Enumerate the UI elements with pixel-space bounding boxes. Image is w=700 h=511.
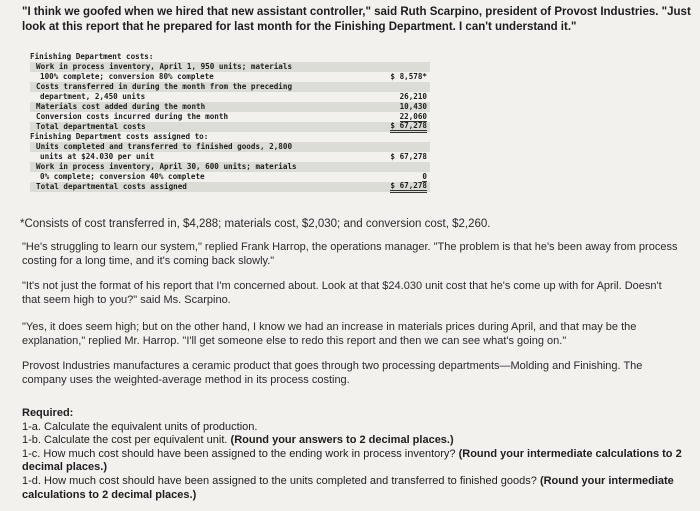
required-item <box>22 448 692 475</box>
report-row <box>30 182 430 192</box>
report-row <box>30 102 430 112</box>
required-item <box>22 421 692 435</box>
report-row-label: Units completed and transferred to finished goods, 2,800 <box>36 142 293 151</box>
report-row-label: Conversion costs incurred during the month <box>36 112 229 121</box>
report-row-amount: $ 8,578* <box>390 72 427 81</box>
required-item-note: (Round your intermediate calculations to 2 decimal places.) <box>22 447 682 474</box>
report-row <box>30 142 430 152</box>
report-row <box>30 82 430 92</box>
report-row-label: Work in process inventory, April 30, 600 units; materials <box>36 162 297 171</box>
report-row <box>30 112 430 122</box>
report-row-label: Total departmental costs <box>36 122 146 131</box>
paragraph-harrop: "He's struggling to learn our system," replied Frank Harrop, the operations manager. "The problem is that he's been away from process costing for a long time, and it's coming back slowly." <box>22 241 678 267</box>
required-item-text: 1-d. How much cost should have been assigned to the units completed and transferred to finished goods? <box>22 474 537 487</box>
report-row-label: Materials cost added during the month <box>36 102 206 111</box>
report-row-label: Costs transferred in during the month from the preceding <box>36 82 293 91</box>
report-row-amount: $ 67,278 <box>390 152 427 161</box>
report-row-amount: 0 <box>422 172 427 181</box>
report-row <box>30 62 430 72</box>
report-header-row <box>30 52 430 62</box>
paragraph-company-info: Provost Industries manufactures a ceramic product that goes through two processing departments—Molding and Finishing. The company uses the weighted-average method in its process costing. <box>22 360 643 386</box>
required-title: Required: <box>22 407 74 419</box>
report-row-label: Total departmental costs assigned <box>36 182 187 191</box>
report-row <box>30 132 430 142</box>
report-row-amount: 26,210 <box>399 92 427 101</box>
required-item-text: 1-a. Calculate the equivalent units of production. <box>22 420 258 433</box>
required-item-note: (Round your answers to 2 decimal places.) <box>230 434 454 447</box>
report-footnote: *Consists of cost transferred in, $4,288; materials cost, $2,030; and conversion cost, $2,260. <box>20 218 491 230</box>
required-item-note: (Round your intermediate calculations to 2 decimal places.) <box>22 474 674 501</box>
report-row <box>30 152 430 162</box>
report-row-label: units at $24.030 per unit <box>40 152 155 161</box>
cost-report <box>30 52 430 192</box>
report-row <box>30 72 430 82</box>
required-item <box>22 475 692 502</box>
report-row-amount: 22,060 <box>399 112 427 121</box>
report-row-label: Finishing Department costs assigned to: <box>30 132 209 141</box>
required-item-text: 1-b. Calculate the cost per equivalent unit. <box>22 434 228 447</box>
report-row-label: 100% complete; conversion 80% complete <box>40 72 214 81</box>
paragraph-harrop-reply: "Yes, it does seem high; but on the other hand, I know we had an increase in materials prices during April, and that may be the explanation," replied Mr. Harrop. "I'll get someone else to redo this report and then we can see what's going on." <box>22 321 637 347</box>
report-row <box>30 122 430 132</box>
report-row <box>30 92 430 102</box>
report-row <box>30 162 430 172</box>
report-row-label: department, 2,450 units <box>40 92 146 101</box>
report-row <box>30 172 430 182</box>
intro-paragraph: "I think we goofed when we hired that new assistant controller," said Ruth Scarpino, president of Provost Industries. "Just look at this report that he prepared for last month for the Finishing Department. I can't understand it." <box>22 6 691 33</box>
required-item <box>22 434 692 448</box>
report-row-amount: $ 67,278 <box>390 122 427 133</box>
required-section <box>22 407 692 502</box>
report-row-label: 0% complete; conversion 40% complete <box>40 172 205 181</box>
report-row-amount: 10,430 <box>399 102 427 111</box>
paragraph-scarpino: "It's not just the format of his report that I'm concerned about. Look at that $24.030 unit cost that he's come up with for April. Doesn't that seem high to you?" said Ms. Scarpino. <box>22 280 662 306</box>
report-header: Finishing Department costs: <box>30 52 154 61</box>
report-row-amount: $ 67,278 <box>390 182 427 193</box>
report-row-label: Work in process inventory, April 1, 950 units; materials <box>36 62 293 71</box>
required-item-text: 1-c. How much cost should have been assigned to the ending work in process inventory? <box>22 447 456 460</box>
